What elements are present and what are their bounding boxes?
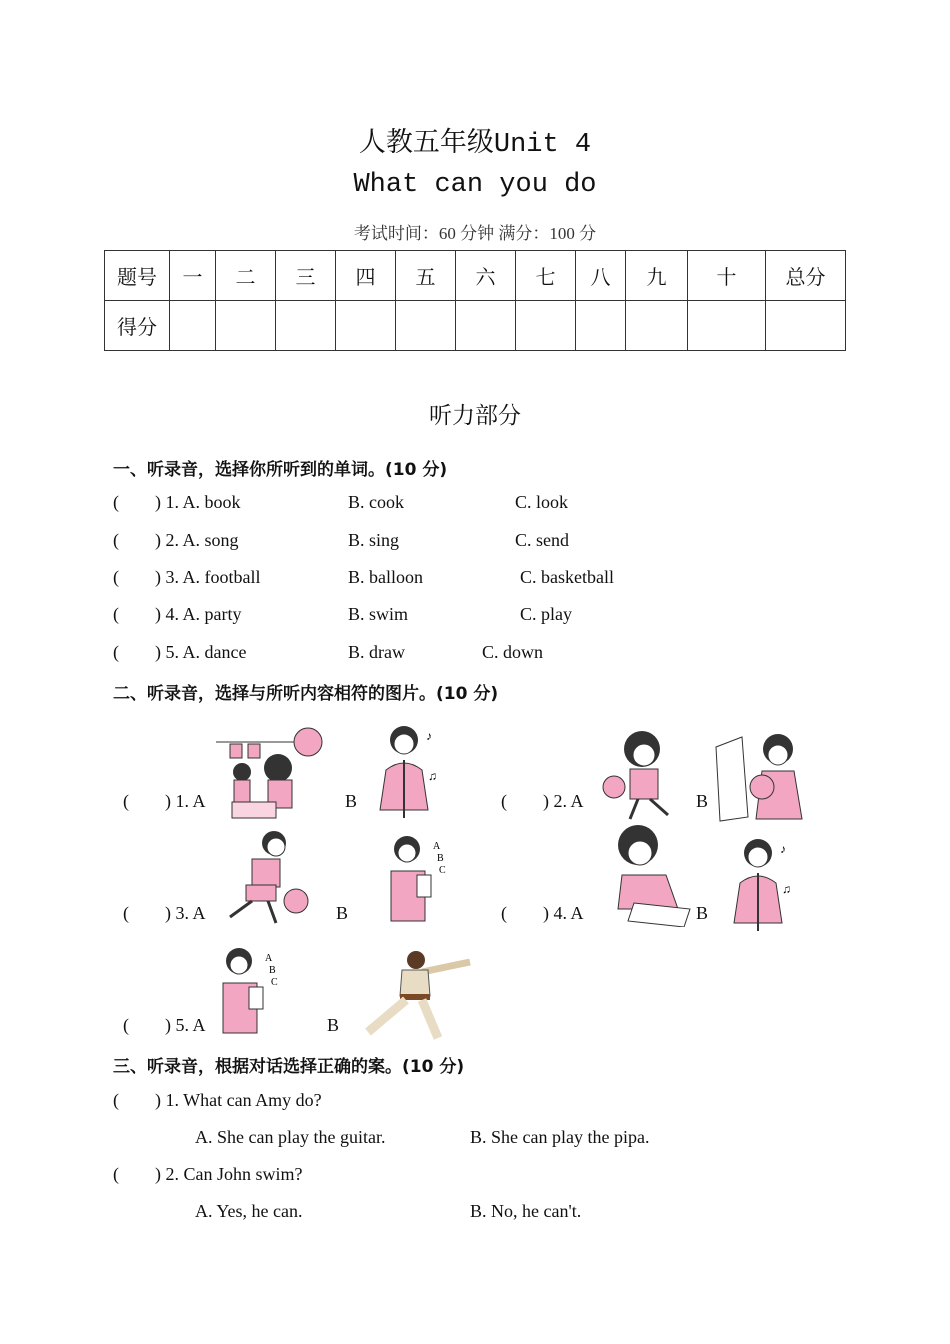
- item-label: ) 5. A: [165, 1015, 206, 1035]
- score-input-cell[interactable]: [216, 301, 276, 351]
- score-input-cell[interactable]: [396, 301, 456, 351]
- svg-text:A: A: [265, 953, 273, 964]
- option-c: C. basketball: [520, 567, 614, 587]
- part2-item-1-label: [123, 791, 206, 812]
- option-b: B. sing: [348, 530, 400, 550]
- score-cell: 六: [456, 251, 516, 301]
- svg-text:♪: ♪: [780, 842, 786, 856]
- open-paren: (: [113, 604, 119, 624]
- part1-item-3: [113, 567, 261, 588]
- score-cell: 七: [516, 251, 576, 301]
- boy-reading-illustration-2: [213, 943, 285, 1037]
- option-b: B. No, he can't.: [470, 1201, 582, 1221]
- title-unit: Unit 4: [493, 130, 592, 160]
- option-b-label: B: [327, 1015, 340, 1035]
- score-input-cell[interactable]: [456, 301, 516, 351]
- girl-painting-illustration: [712, 727, 804, 823]
- score-cell: 十: [688, 251, 766, 301]
- open-paren: (: [113, 1164, 119, 1184]
- girl-basketball-illustration: [598, 727, 690, 823]
- question-text: ) 4. A. party: [155, 604, 242, 624]
- option-a: A. She can play the guitar.: [195, 1127, 386, 1147]
- option-b-label: B: [345, 791, 358, 811]
- score-cell: 三: [276, 251, 336, 301]
- boy-basketball-illustration: [216, 827, 316, 927]
- option-c: C. down: [482, 642, 544, 662]
- exam-info: 考试时间：60 分钟 满分：100 分: [353, 224, 597, 243]
- score-table-score-row: [105, 301, 846, 351]
- kung-fu-man-illustration: [356, 948, 476, 1042]
- score-input-cell[interactable]: [516, 301, 576, 351]
- score-input-cell[interactable]: [336, 301, 396, 351]
- score-table-header-row: [105, 251, 846, 301]
- score-cell: 题号: [105, 251, 170, 301]
- svg-text:♪: ♪: [426, 729, 432, 743]
- score-input-cell[interactable]: [688, 301, 766, 351]
- open-paren: (: [123, 1015, 129, 1035]
- item-label: ) 1. A: [165, 791, 206, 811]
- score-input-cell[interactable]: [170, 301, 216, 351]
- option-b-label: B: [696, 903, 709, 923]
- question-text: ) 2. A. song: [155, 530, 239, 550]
- option-c: C. look: [515, 492, 569, 512]
- svg-text:♫: ♫: [428, 769, 437, 783]
- open-paren: (: [123, 791, 129, 811]
- open-paren: (: [123, 903, 129, 923]
- open-paren: (: [501, 903, 507, 923]
- part1-heading: 一、听录音，选择你所听到的单词。(10 分): [113, 460, 448, 480]
- question-text: ) 5. A. dance: [155, 642, 247, 662]
- score-input-cell[interactable]: [276, 301, 336, 351]
- score-input-cell[interactable]: [626, 301, 688, 351]
- score-cell: 四: [336, 251, 396, 301]
- score-input-cell[interactable]: [766, 301, 846, 351]
- open-paren: (: [113, 567, 119, 587]
- option-b: B. swim: [348, 604, 409, 624]
- part1-item-1: [113, 492, 241, 513]
- singing-girl-illustration: [366, 720, 444, 822]
- option-b-label: B: [336, 903, 349, 923]
- score-cell: 二: [216, 251, 276, 301]
- exam-title: [0, 120, 950, 160]
- part3-item-2: [113, 1164, 303, 1185]
- svg-text:A: A: [433, 841, 441, 852]
- girl-drawing-illustration: [598, 823, 694, 927]
- exam-subtitle: What can you do: [353, 170, 597, 200]
- part1-item-5: [113, 642, 246, 663]
- svg-text:C: C: [439, 865, 446, 876]
- score-input-cell[interactable]: [576, 301, 626, 351]
- part2-heading: 二、听录音，选择与所听内容相符的图片。(10 分): [113, 684, 499, 704]
- open-paren: (: [113, 492, 119, 512]
- open-paren: (: [113, 1090, 119, 1110]
- option-b: B. balloon: [348, 567, 423, 587]
- boy-reading-illustration: [381, 831, 453, 925]
- part3-heading: 三、听录音，根据对话选择正确的案。(10 分): [113, 1057, 465, 1077]
- option-b: B. draw: [348, 642, 405, 662]
- laundry-girls-illustration: [216, 720, 332, 823]
- part3-item-1: [113, 1090, 322, 1111]
- option-a: A. Yes, he can.: [195, 1201, 303, 1221]
- svg-text:B: B: [269, 965, 276, 976]
- part2-item-5-label: [123, 1015, 206, 1036]
- option-b: B. She can play the pipa.: [470, 1127, 650, 1147]
- score-row-label: 得分: [105, 301, 170, 351]
- score-cell: 八: [576, 251, 626, 301]
- svg-text:♫: ♫: [782, 882, 791, 896]
- part1-item-4: [113, 604, 241, 625]
- item-label: ) 4. A: [543, 903, 584, 923]
- open-paren: (: [113, 530, 119, 550]
- option-b-label: B: [696, 791, 709, 811]
- option-c: C. send: [515, 530, 569, 550]
- item-label: ) 3. A: [165, 903, 206, 923]
- open-paren: (: [501, 791, 507, 811]
- score-cell: 一: [170, 251, 216, 301]
- score-cell: 五: [396, 251, 456, 301]
- option-c: C. play: [520, 604, 572, 624]
- section-title: 听力部分: [429, 403, 521, 429]
- part2-item-3-label: [123, 903, 206, 924]
- question-text: ) 1. What can Amy do?: [155, 1090, 322, 1110]
- title-chinese: 人教五年级: [358, 127, 494, 158]
- part1-item-2: [113, 530, 239, 551]
- part2-item-4-label: [501, 903, 584, 924]
- question-text: ) 2. Can John swim?: [155, 1164, 303, 1184]
- svg-text:C: C: [271, 977, 278, 988]
- question-text: ) 1. A. book: [155, 492, 241, 512]
- part2-item-2-label: [501, 791, 584, 812]
- question-text: ) 3. A. football: [155, 567, 261, 587]
- singing-girl-illustration-2: [720, 833, 798, 935]
- option-b: B. cook: [348, 492, 404, 512]
- svg-text:B: B: [437, 853, 444, 864]
- item-label: ) 2. A: [543, 791, 584, 811]
- score-table: [104, 250, 846, 351]
- score-cell: 九: [626, 251, 688, 301]
- score-cell: 总分: [766, 251, 846, 301]
- open-paren: (: [113, 642, 119, 662]
